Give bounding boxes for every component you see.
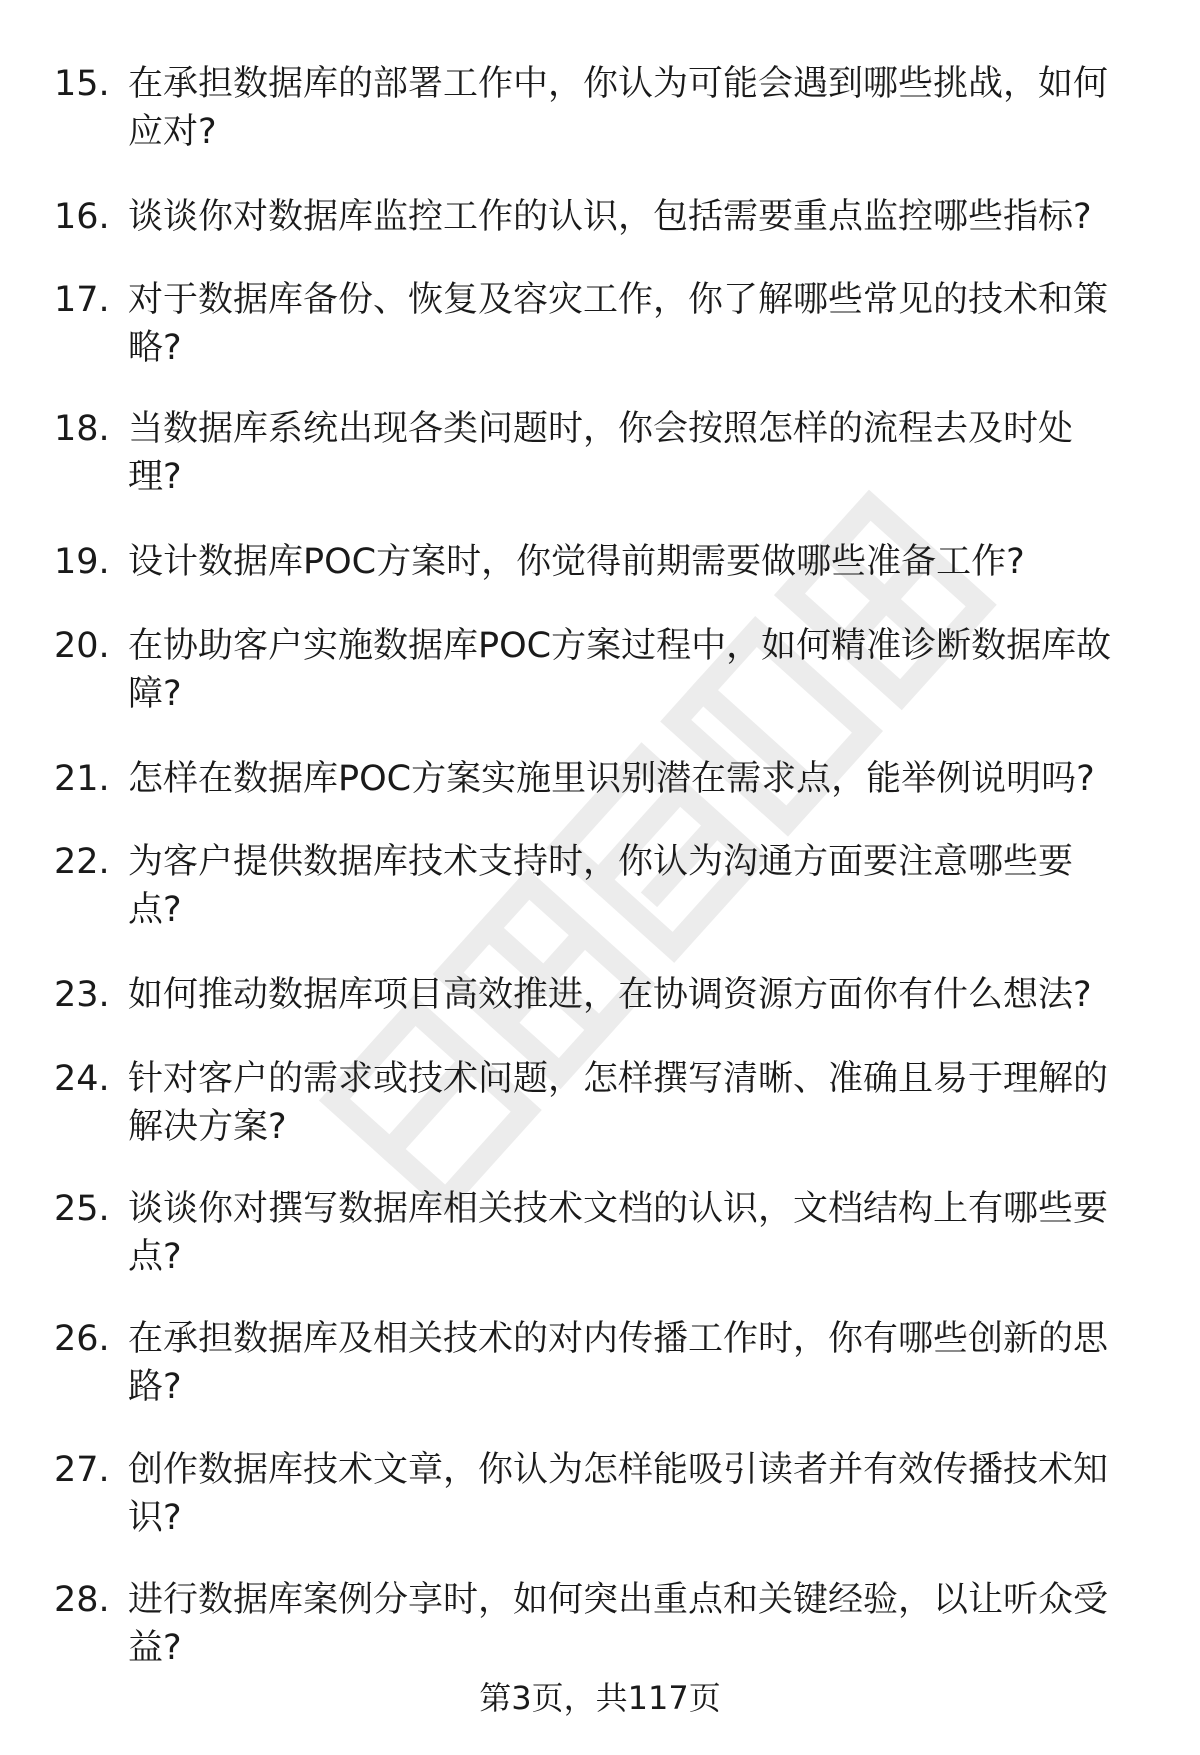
question-text-line: 怎样在数据库POC方案实施里识别潜在需求点，能举例说明吗? [128, 759, 1095, 799]
question-text-line: 益? [128, 1628, 182, 1668]
question-number: 19. [54, 542, 110, 582]
question-text-line: 在承担数据库的部署工作中，你认为可能会遇到哪些挑战，如何 [128, 64, 1109, 104]
question-text-line: 针对客户的需求或技术问题，怎样撰写清晰、准确且易于理解的 [128, 1059, 1109, 1099]
question-text [128, 1315, 1150, 1411]
question-number: 26. [54, 1319, 110, 1359]
question-text [128, 622, 1150, 718]
page-number-label: 第3页，共117页 [479, 1679, 721, 1717]
question-text-line: 点? [128, 1237, 182, 1277]
question-text [128, 1055, 1150, 1151]
question-text-line: 为客户提供数据库技术支持时，你认为沟通方面要注意哪些要 [128, 842, 1074, 882]
question-text-line: 在协助客户实施数据库POC方案过程中，如何精准诊断数据库故 [128, 626, 1112, 666]
question-text [128, 538, 1150, 586]
question-text [128, 193, 1150, 241]
question-text-line: 谈谈你对数据库监控工作的认识，包括需要重点监控哪些指标? [128, 197, 1092, 237]
question-number: 15. [54, 64, 110, 104]
question-text-line: 路? [128, 1367, 182, 1407]
question-text-line: 理? [128, 457, 182, 497]
question-text-line: 点? [128, 890, 182, 930]
question-number: 21. [54, 759, 110, 799]
question-text-line: 在承担数据库及相关技术的对内传播工作时，你有哪些创新的思 [128, 1319, 1109, 1359]
question-text [128, 755, 1150, 803]
question-text [128, 1185, 1150, 1281]
question-text-line: 略? [128, 328, 182, 368]
question-number: 18. [54, 409, 110, 449]
question-number: 23. [54, 975, 110, 1015]
question-text-line: 识? [128, 1498, 182, 1538]
question-text [128, 1576, 1150, 1672]
question-number: 22. [54, 842, 110, 882]
question-number: 27. [54, 1450, 110, 1490]
question-text [128, 276, 1150, 372]
question-text-line: 解决方案? [128, 1107, 287, 1147]
question-text-line: 如何推动数据库项目高效推进，在协调资源方面你有什么想法? [128, 975, 1092, 1015]
question-number: 25. [54, 1189, 110, 1229]
question-text-line: 设计数据库POC方案时，你觉得前期需要做哪些准备工作? [128, 542, 1025, 582]
question-text [128, 60, 1150, 156]
question-text [128, 405, 1150, 501]
question-number: 20. [54, 626, 110, 666]
question-text [128, 971, 1150, 1019]
question-text-line: 创作数据库技术文章，你认为怎样能吸引读者并有效传播技术知 [128, 1450, 1109, 1490]
question-text-line: 当数据库系统出现各类问题时，你会按照怎样的流程去及时处 [128, 409, 1074, 449]
question-number: 16. [54, 197, 110, 237]
question-number: 28. [54, 1580, 110, 1620]
question-text [128, 838, 1150, 934]
question-text [128, 1446, 1150, 1542]
question-text-line: 障? [128, 674, 182, 714]
question-text-line: 进行数据库案例分享时，如何突出重点和关键经验，以让听众受 [128, 1580, 1109, 1620]
question-text-line: 对于数据库备份、恢复及容灾工作，你了解哪些常见的技术和策 [128, 280, 1109, 320]
question-text-line: 谈谈你对撰写数据库相关技术文档的认识，文档结构上有哪些要 [128, 1189, 1109, 1229]
page-footer [0, 1678, 1200, 1718]
question-number: 17. [54, 280, 110, 320]
question-number: 24. [54, 1059, 110, 1099]
question-text-line: 应对? [128, 112, 217, 152]
